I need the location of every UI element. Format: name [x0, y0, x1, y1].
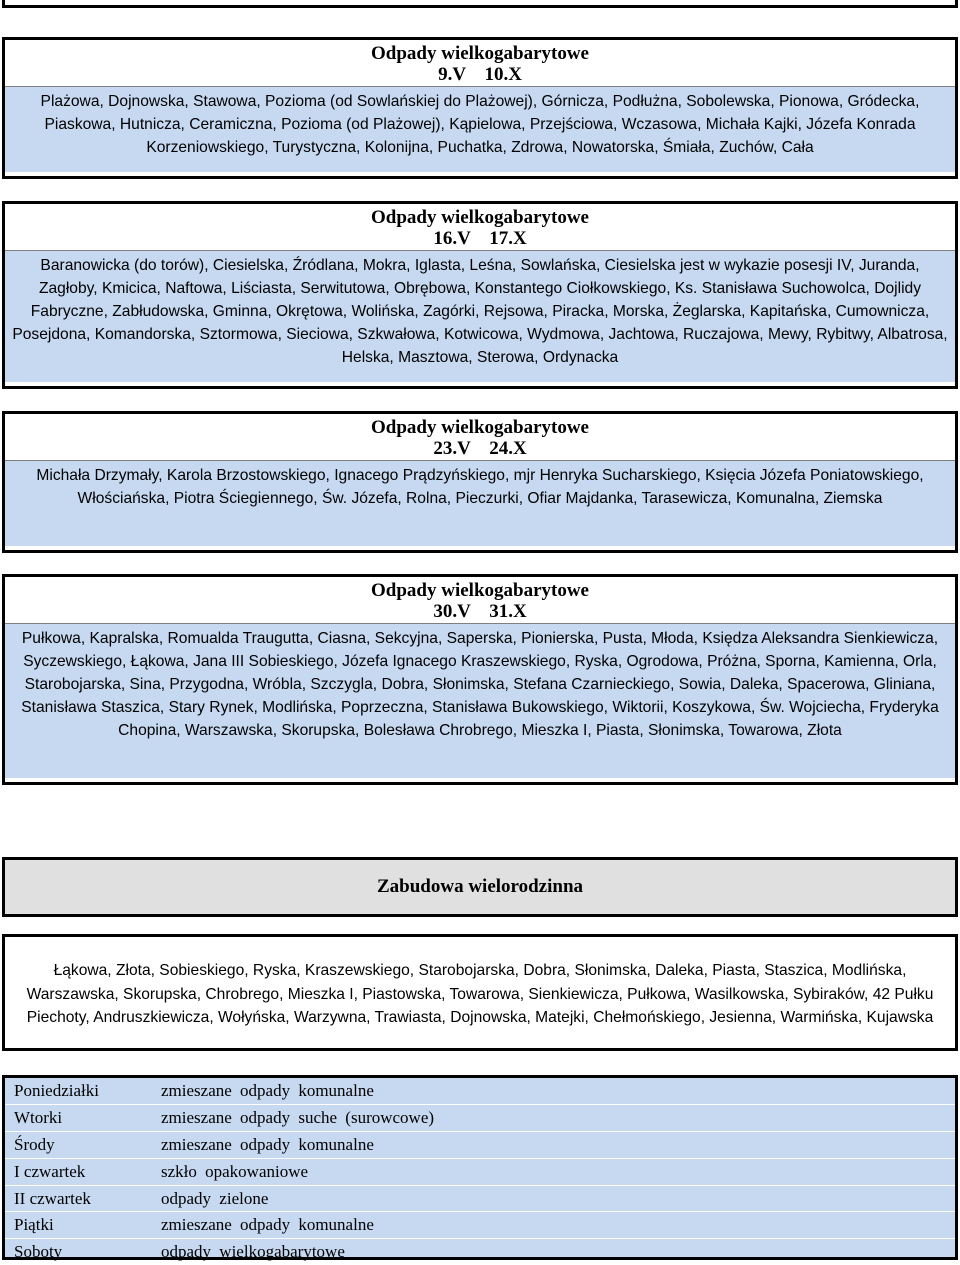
- schedule-row: [5, 1212, 955, 1239]
- schedule-row: [5, 1132, 955, 1159]
- block-dates: [5, 228, 955, 249]
- schedule-waste-type: zmieszane odpady komunalne: [161, 1134, 374, 1154]
- schedule-waste-type: szkło opakowaniowe: [161, 1161, 309, 1181]
- bulky-waste-block-4: [2, 574, 958, 785]
- schedule-waste-type: odpady wielkogabarytowe: [161, 1242, 345, 1262]
- schedule-day: Poniedziałki: [14, 1081, 99, 1100]
- bulky-waste-block-1: [2, 37, 958, 179]
- street-list: Baranowicka (do torów), Ciesielska, Źródlana, Mokra, Iglasta, Leśna, Sowlańska, Ciesielska jest w wykazie posesji IV, Juranda, Zagłoby, Kmicica, Naftowa, Liściasta, Serwitutowa, Obrębowa, Konstantego Ciołkowskiego, Ks. Stanisława Suchowolca, Dojlidy Fabryczne, Zabłudowska, Gminna, Okrętowa, Wolińska, Zagórki, Rejsowa, Piracka, Morska, Żeglarska, Kapitańska, Cumownicza, Posejdona, Komandorska, Sztormowa, Sieciowa, Szkwałowa, Kotwicowa, Wydmowa, Jachtowa, Ruczajowa, Mewy, Rybitwy, Albatrosa, Helska, Masztowa, Sterowa, Ordynacka: [5, 250, 955, 382]
- schedule-day: Piątki: [14, 1215, 54, 1235]
- date-october: 24.X: [489, 438, 527, 459]
- schedule-day: Środy: [14, 1134, 55, 1154]
- street-list: Plażowa, Dojnowska, Stawowa, Pozioma (od Sowlańskiej do Plażowej), Górnicza, Podłużna, Sobolewska, Pionowa, Gródecka, Piaskowa, Hutnicza, Ceramiczna, Pozioma (od Plażowej), Kąpielowa, Przejściowa, Wczasowa, Michała Kajki, Józefa Konrada Korzeniowskiego, Turystyczna, Kolonijna, Puchatka, Zdrowa, Nowatorska, Śmiała, Zuchów, Cała: [5, 86, 955, 172]
- date-may: 16.V: [433, 228, 471, 249]
- block-title: Odpady wielkogabarytowe: [371, 207, 589, 228]
- multi-family-title: Zabudowa wielorodzinna: [2, 857, 958, 917]
- schedule-day: I czwartek: [14, 1161, 86, 1181]
- schedule-waste-type: zmieszane odpady komunalne: [161, 1081, 374, 1100]
- block-title: Odpady wielkogabarytowe: [371, 417, 589, 438]
- bulky-waste-block-2: [2, 201, 958, 389]
- schedule-row: [5, 1078, 955, 1105]
- block-header: [5, 40, 955, 86]
- schedule-row: [5, 1159, 955, 1186]
- schedule-row: [5, 1105, 955, 1132]
- top-rule: [2, 0, 958, 8]
- bulky-waste-block-3: [2, 411, 958, 553]
- date-may: 9.V: [438, 64, 466, 85]
- multi-family-street-list: Łąkowa, Złota, Sobieskiego, Ryska, Kraszewskiego, Starobojarska, Dobra, Słonimska, Daleka, Piasta, Staszica, Modlińska, Warszawska, Skorupska, Chrobrego, Mieszka I, Piastowska, Towarowa, Sienkiewicza, Pułkowa, Wasilkowska, Sybiraków, 42 Pułku Piechoty, Andruszkiewicza, Wołyńska, Warzywna, Trawiasta, Dojnowska, Matejki, Chełmońskiego, Jesienna, Warmińska, Kujawska: [2, 934, 958, 1051]
- schedule-waste-type: odpady zielone: [161, 1188, 269, 1208]
- date-october: 10.X: [484, 64, 522, 85]
- schedule-waste-type: zmieszane odpady suche (surowcowe): [161, 1107, 435, 1127]
- schedule-waste-type: zmieszane odpady komunalne: [161, 1215, 374, 1235]
- street-list: Pułkowa, Kapralska, Romualda Traugutta, Ciasna, Sekcyjna, Saperska, Pionierska, Pusta, Młoda, Księdza Aleksandra Sienkiewicza, Syczewskiego, Łąkowa, Jana III Sobieskiego, Józefa Ignacego Kraszewskiego, Ryska, Ogrodowa, Próżna, Sporna, Kamienna, Orla, Starobojarska, Sina, Przygodna, Wróbla, Szczygla, Dobra, Słonimska, Stefana Czarnieckiego, Sowia, Daleka, Spacerowa, Gliniana, Stanisława Staszica, Stary Rynek, Modlińska, Poprzeczna, Stanisława Bukowskiego, Wiktorii, Koszykowa, Św. Wojciecha, Fryderyka Chopina, Warszawska, Skorupska, Bolesława Chrobrego, Mieszka I, Piasta, Słonimska, Towarowa, Złota: [5, 623, 955, 778]
- block-dates: [5, 438, 955, 459]
- block-title: Odpady wielkogabarytowe: [371, 580, 589, 601]
- block-header: [5, 204, 955, 250]
- block-dates: [5, 64, 955, 85]
- block-header: [5, 577, 955, 623]
- date-october: 17.X: [489, 228, 527, 249]
- date-october: 31.X: [489, 601, 527, 622]
- date-may: 30.V: [433, 601, 471, 622]
- block-header: [5, 414, 955, 460]
- block-dates: [5, 601, 955, 622]
- schedule-row: [5, 1186, 955, 1213]
- weekly-schedule: [2, 1075, 958, 1260]
- schedule-day: Soboty: [14, 1242, 63, 1262]
- block-title: Odpady wielkogabarytowe: [371, 43, 589, 64]
- schedule-row: [5, 1239, 955, 1265]
- schedule-day: Wtorki: [14, 1107, 63, 1127]
- street-list: Michała Drzymały, Karola Brzostowskiego, Ignacego Prądzyńskiego, mjr Henryka Sucharskiego, Księcia Józefa Poniatowskiego, Włościańska, Piotra Ściegiennego, Św. Józefa, Rolna, Pieczurki, Ofiar Majdanka, Tarasewicza, Komunalna, Ziemska: [5, 460, 955, 546]
- date-may: 23.V: [433, 438, 471, 459]
- schedule-day: II czwartek: [14, 1188, 91, 1208]
